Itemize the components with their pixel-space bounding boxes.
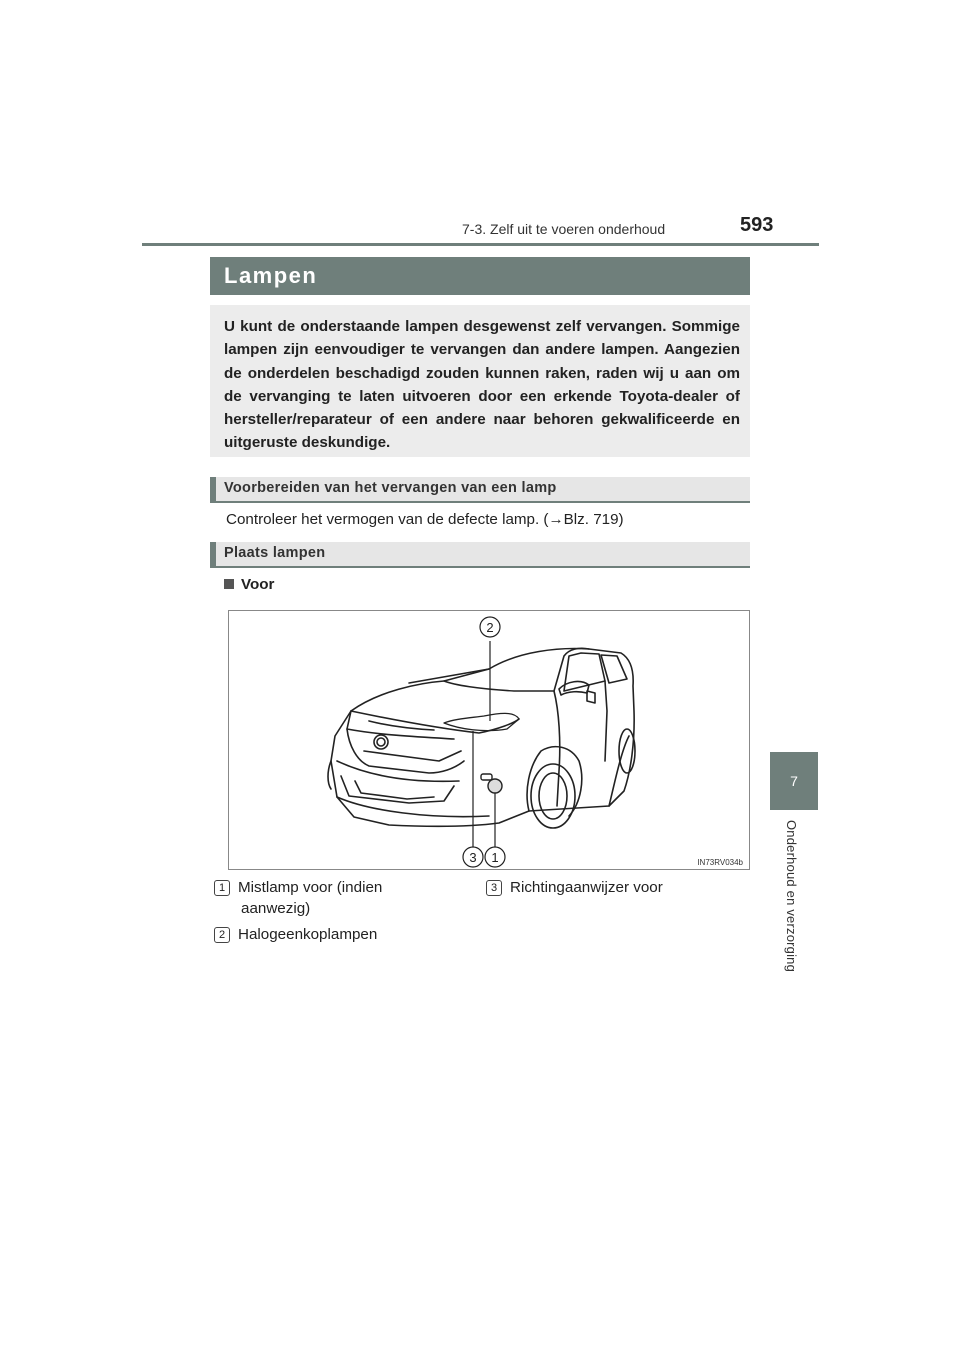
callout-3-label: 3 [469,850,477,865]
section-heading-locations [210,542,750,568]
chapter-title-vertical [784,820,804,1040]
legend-item-1-line2: aanwezig) [241,900,311,917]
section-heading-prepare-text: Voorbereiden van het vervangen van een lamp [224,480,557,496]
page-title: Lampen [224,263,318,288]
legend-item-1 [214,877,454,919]
chapter-title-text: Onderhoud en verzorging [784,820,799,973]
intro-box [210,305,750,457]
legend-number-badge: 2 [214,927,230,943]
header-divider [142,243,819,246]
section-header: 7-3. Zelf uit te voeren onderhoud [462,221,666,237]
legend-item-1-line1: Mistlamp voor (indien [238,879,383,896]
heading-accent-bar [210,542,216,568]
intro-text: U kunt de onderstaande lampen desgewenst zelf vervangen. Sommige lampen zijn eenvoudiger te vervangen dan andere lampen. Aangezien de onderdelen beschadigd zouden kunnen raken, raden wij u aan om de vervanging te laten uitvoeren door een erkende Toyota-dealer of hersteller/reparateur of een andere naar behoren gekwalificeerde en uitgeruste deskundige. [224,318,740,452]
legend-number-badge: 3 [486,880,502,896]
callout-2-label: 2 [486,620,494,635]
subheading-front-text: Voor [241,576,275,593]
square-bullet-icon [224,579,234,589]
subheading-front [224,576,274,593]
chapter-tab[interactable]: 7 [770,752,818,810]
page-title-bar [210,257,750,295]
car-illustration [229,611,749,869]
callout-1-label: 1 [491,850,499,865]
legend-number-badge: 1 [214,880,230,896]
section-heading-prepare [210,477,750,503]
page-number: 593 [740,214,774,236]
figure-code: IN73RV034b [697,858,743,867]
legend-item-3-text: Richtingaanwijzer voor [510,879,663,896]
prepare-body-text: Controleer het vermogen van de defecte lamp. (→Blz. 719) [226,511,624,528]
legend-item-3 [486,877,663,898]
heading-accent-bar [210,477,216,503]
legend-item-2-text: Halogeenkoplampen [238,926,378,943]
car-front-figure [228,610,750,870]
section-heading-locations-text: Plaats lampen [224,545,326,561]
legend-item-2 [214,924,377,945]
